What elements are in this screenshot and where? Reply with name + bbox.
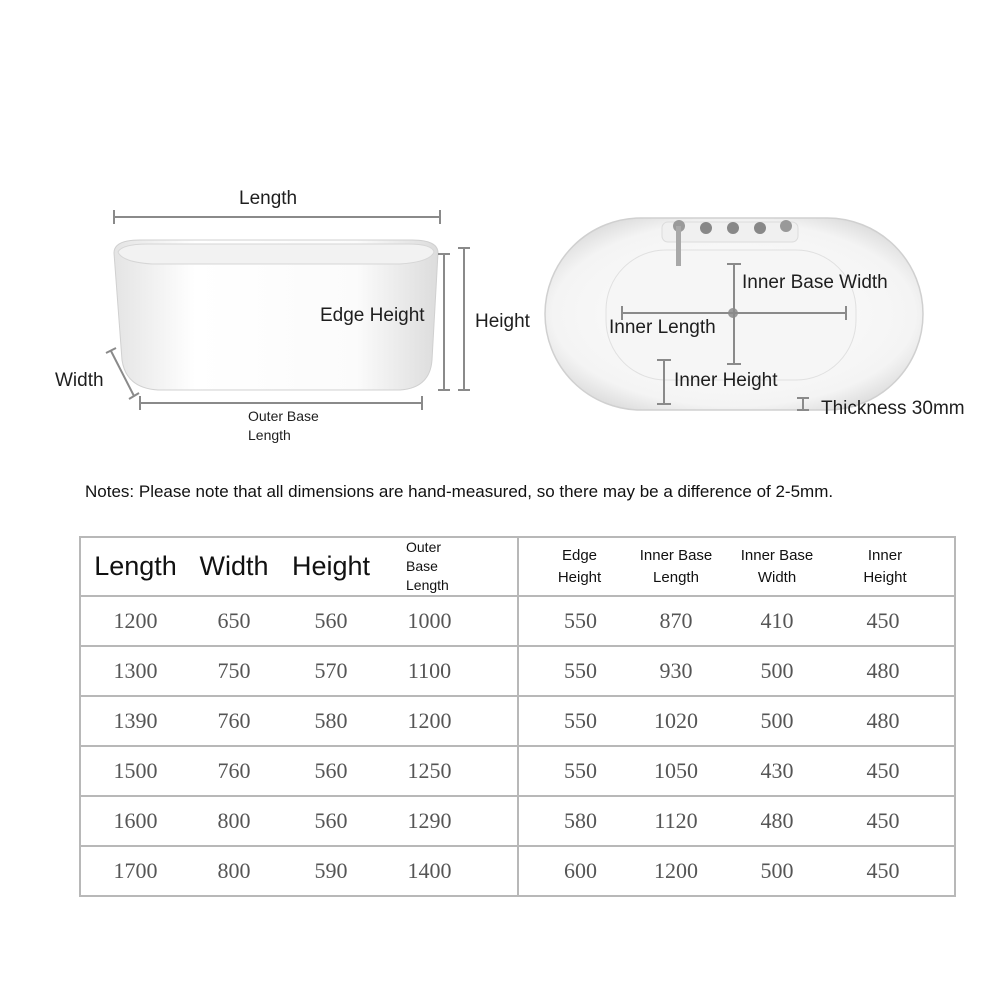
cell-inner-base-width: 500 — [760, 658, 794, 683]
table-row — [80, 696, 955, 746]
edge-height-label: Edge Height — [320, 305, 425, 326]
cell-outer-base-length: 1290 — [384, 796, 518, 846]
table-body — [80, 596, 955, 896]
height-label: Height — [475, 311, 530, 332]
cell-length: 1300 — [113, 658, 158, 683]
cell-length: 1700 — [113, 858, 158, 883]
cell-height: 560 — [314, 608, 348, 633]
cell-inner-base-width: 430 — [760, 758, 794, 783]
cell-width: 800 — [217, 858, 251, 883]
cell-inner-height: 480 — [866, 658, 900, 683]
cell-inner-base-length: 1120 — [654, 808, 698, 833]
header-outer-base-length: Outer Base Length — [384, 537, 518, 596]
cell-inner-height: 450 — [866, 758, 900, 783]
inner-base-width-label: Inner Base Width — [742, 272, 888, 293]
cell-height: 590 — [314, 858, 348, 883]
cell-inner-height: 450 — [866, 608, 900, 633]
header-edge-height: Edge Height — [557, 546, 602, 586]
cell-length: 1600 — [113, 808, 158, 833]
cell-length: 1500 — [113, 758, 158, 783]
cell-outer-base-length: 1400 — [384, 846, 518, 896]
width-label: Width — [55, 370, 104, 391]
cell-inner-base-width: 410 — [760, 608, 794, 633]
cell-width: 800 — [217, 808, 251, 833]
cell-width: 760 — [217, 708, 251, 733]
cell-inner-base-length: 1020 — [654, 708, 698, 733]
table-row — [80, 596, 955, 646]
cell-outer-base-length: 1000 — [384, 596, 518, 646]
cell-height: 560 — [314, 758, 348, 783]
cell-edge-height: 550 — [564, 608, 597, 633]
header-inner-base-width: Inner Base Width — [740, 546, 814, 586]
table-row — [80, 646, 955, 696]
cell-width: 650 — [217, 608, 251, 633]
cell-length: 1390 — [113, 708, 158, 733]
cell-edge-height: 580 — [564, 808, 597, 833]
outer-base-length-label: Outer Base Length — [248, 408, 319, 443]
cell-height: 570 — [314, 658, 348, 683]
cell-inner-base-length: 930 — [659, 658, 693, 683]
inner-length-label: Inner Length — [609, 317, 716, 338]
cell-edge-height: 600 — [564, 858, 597, 883]
notes-text: Notes: Please note that all dimensions are hand-measured, so there may be a difference of 2-5mm. — [85, 482, 834, 501]
tub-side-rim — [118, 244, 434, 264]
cell-inner-base-length: 870 — [659, 608, 693, 633]
cell-height: 580 — [314, 708, 348, 733]
header-inner-base-length: Inner Base Length — [639, 546, 713, 586]
length-label: Length — [239, 188, 298, 209]
cell-edge-height: 550 — [564, 708, 597, 733]
cell-inner-base-length: 1050 — [654, 758, 698, 783]
cell-inner-height: 450 — [866, 808, 900, 833]
header-height: Height — [291, 551, 371, 581]
header-width: Width — [199, 551, 269, 581]
cell-length: 1200 — [113, 608, 158, 633]
cell-inner-base-width: 480 — [760, 808, 794, 833]
table-header-row — [80, 537, 955, 596]
table-row — [80, 796, 955, 846]
cell-outer-base-length: 1100 — [384, 646, 518, 696]
spec-table — [79, 536, 956, 897]
cell-edge-height: 550 — [564, 758, 597, 783]
cell-inner-height: 480 — [866, 708, 900, 733]
cell-inner-base-width: 500 — [760, 858, 794, 883]
header-inner-height: Inner Height — [863, 546, 907, 586]
table-row — [80, 746, 955, 796]
cell-inner-height: 450 — [866, 858, 900, 883]
cell-outer-base-length: 1250 — [384, 746, 518, 796]
table-row — [80, 846, 955, 896]
cell-width: 750 — [217, 658, 251, 683]
thickness-label: Thickness 30mm — [821, 398, 965, 419]
cell-width: 760 — [217, 758, 251, 783]
cell-inner-base-width: 500 — [760, 708, 794, 733]
cell-edge-height: 550 — [564, 658, 597, 683]
cell-outer-base-length: 1200 — [384, 696, 518, 746]
header-length: Length — [94, 551, 177, 581]
inner-height-label: Inner Height — [674, 370, 778, 391]
cell-height: 560 — [314, 808, 348, 833]
cell-inner-base-length: 1200 — [654, 858, 698, 883]
